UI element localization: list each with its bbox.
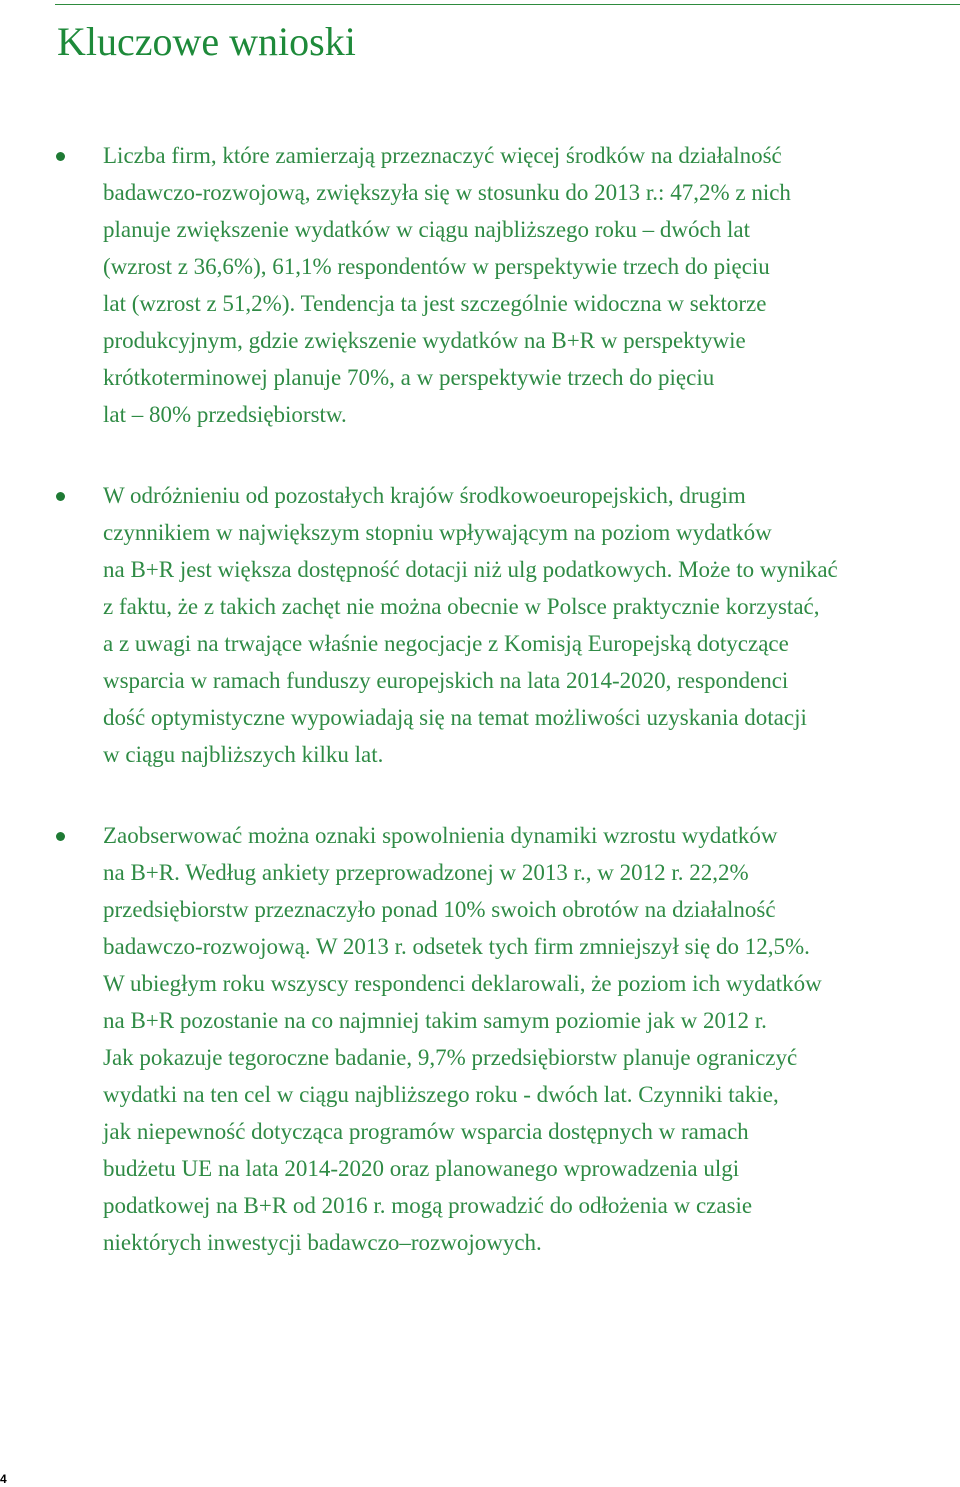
bullet-dot-icon [56, 832, 65, 841]
bullet-dot-icon [56, 152, 65, 161]
key-findings-list [103, 137, 948, 1305]
top-rule [55, 4, 960, 5]
list-item [103, 477, 948, 773]
list-item-text: Zaobserwować można oznaki spowolnienia dynamiki wzrostu wydatków na B+R. Według ankiety przeprowadzonej w 2013 r., w 2012 r. 22,2% przedsiębiorstw przeznaczyło ponad 10% swoich obrotów na działalność badawczo-rozwojową. W 2013 r. odsetek tych firm zmniejszył się do 12,5%. W ubiegłym roku wszyscy respondenci deklarowali, że poziom ich wydatków na B+R pozostanie na co najmniej takim samym poziomie jak w 2012 r. Jak pokazuje tegoroczne badanie, 9,7% przedsiębiorstw planuje ograniczyć wydatki na ten cel w ciągu najbliższego roku - dwóch lat. Czynniki takie, jak niepewność dotycząca programów wsparcia dostępnych w ramach budżetu UE na lata 2014-2020 oraz planowanego wprowadzenia ulgi podatkowej na B+R od 2016 r. mogą prowadzić do odłożenia w czasie niektórych inwestycji badawczo–rozwojowych. [103, 823, 822, 1255]
list-item-text: W odróżnieniu od pozostałych krajów środkowoeuropejskich, drugim czynnikiem w największym stopniu wpływającym na poziom wydatków na B+R jest większa dostępność dotacji niż ulg podatkowych. Może to wynikać z faktu, że z takich zachęt nie można obecnie w Polsce praktycznie korzystać, a z uwagi na trwające właśnie negocjacje z Komisją Europejską dotyczące wsparcia w ramach funduszy europejskich na lata 2014-2020, respondenci dość optymistyczne wypowiadają się na temat możliwości uzyskania dotacji w ciągu najbliższych kilku lat. [103, 483, 838, 767]
page-number: 4 [0, 1472, 7, 1486]
page-title: Kluczowe wnioski [57, 19, 356, 64]
list-item-text: Liczba firm, które zamierzają przeznaczyć więcej środków na działalność badawczo-rozwojową, zwiększyła się w stosunku do 2013 r.: 47,2% z nich planuje zwiększenie wydatków w ciągu najbliższego roku – dwóch lat (wzrost z 36,6%), 61,1% respondentów w perspektywie trzech do pięciu lat (wzrost z 51,2%). Tendencja ta jest szczególnie widoczna w sektorze produkcyjnym, gdzie zwiększenie wydatków na B+R w perspektywie krótkoterminowej planuje 70%, a w perspektywie trzech do pięciu lat – 80% przedsiębiorstw. [103, 143, 791, 427]
bullet-dot-icon [56, 492, 65, 501]
list-item [103, 137, 948, 433]
list-item [103, 817, 948, 1261]
